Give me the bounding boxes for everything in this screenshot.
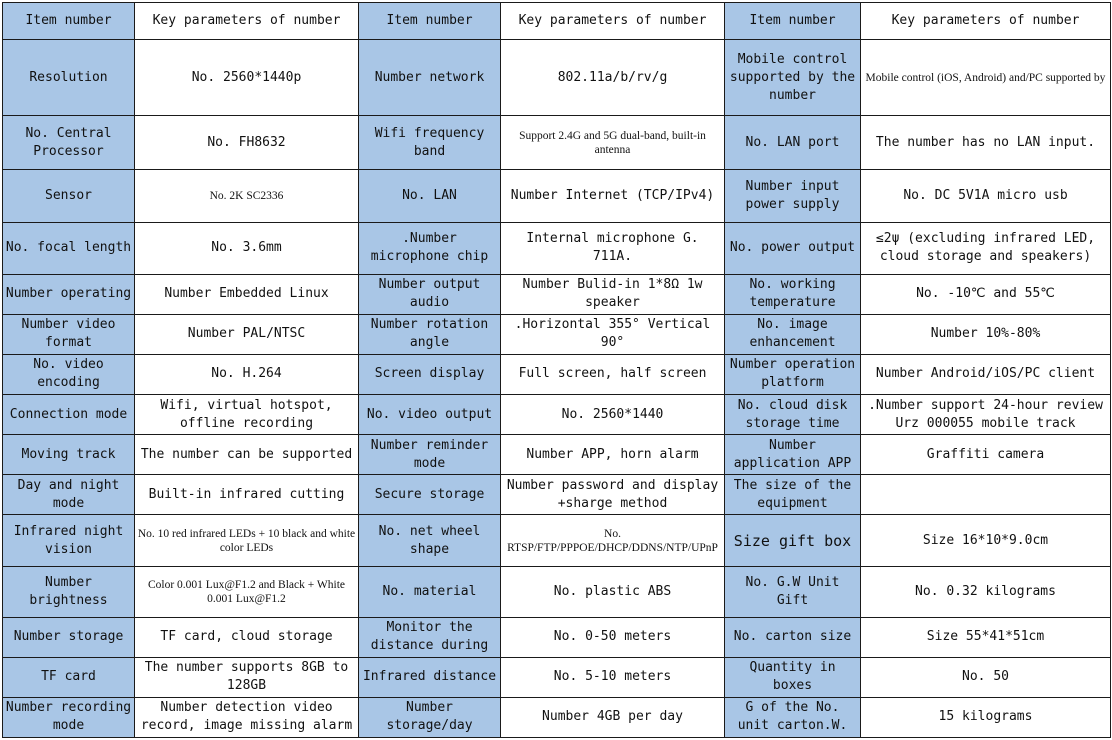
param-value: Internal microphone G. 711A. [501, 222, 725, 274]
item-label: Number operation platform [725, 354, 861, 394]
item-label: .Number microphone chip [359, 222, 501, 274]
param-value: Number password and display +sharge method [501, 475, 725, 515]
item-label: Infrared distance [359, 657, 501, 697]
param-value: No. 5-10 meters [501, 657, 725, 697]
param-value: Color 0.001 Lux@F1.2 and Black + White 0.001 Lux@F1.2 [135, 567, 359, 617]
item-label: Number network [359, 40, 501, 116]
param-value: The number supports 8GB to 128GB [135, 657, 359, 697]
header-key-parameters: Key parameters of number [861, 3, 1111, 40]
param-value: TF card, cloud storage [135, 617, 359, 657]
item-label: No. LAN [359, 170, 501, 222]
item-label: Moving track [3, 435, 135, 475]
param-value: Number detection video record, image missing alarm [135, 697, 359, 737]
param-value: No. 2560*1440 [501, 395, 725, 435]
item-label: Quantity in boxes [725, 657, 861, 697]
param-value: Number PAL/NTSC [135, 314, 359, 354]
param-value: No. 2K SC2336 [135, 170, 359, 222]
item-label: No. image enhancement [725, 314, 861, 354]
item-label: Number reminder mode [359, 435, 501, 475]
item-label: Sensor [3, 170, 135, 222]
item-label: TF card [3, 657, 135, 697]
param-value: .Horizontal 355° Vertical 90° [501, 314, 725, 354]
item-label: No. power output [725, 222, 861, 274]
table-row [3, 314, 1111, 354]
item-label: Number rotation angle [359, 314, 501, 354]
table-row [3, 170, 1111, 222]
param-value: Number Internet (TCP/IPv4) [501, 170, 725, 222]
param-value: Support 2.4G and 5G dual-band, built-in antenna [501, 116, 725, 170]
param-value: ≤2ψ (excluding infrared LED, cloud storage and speakers) [861, 222, 1111, 274]
table-row [3, 617, 1111, 657]
table-row [3, 40, 1111, 116]
param-value [861, 475, 1111, 515]
param-value: Built-in infrared cutting [135, 475, 359, 515]
item-label: No. LAN port [725, 116, 861, 170]
header-item-number: Item number [359, 3, 501, 40]
param-value: No. DC 5V1A micro usb [861, 170, 1111, 222]
item-label: No. focal length [3, 222, 135, 274]
item-label: No. cloud disk storage time [725, 395, 861, 435]
item-label: Monitor the distance during [359, 617, 501, 657]
param-value: The number can be supported [135, 435, 359, 475]
item-label: The size of the equipment [725, 475, 861, 515]
item-label: No. carton size [725, 617, 861, 657]
item-label: Size gift box [725, 515, 861, 567]
item-label: Number input power supply [725, 170, 861, 222]
param-value: No. 10 red infrared LEDs + 10 black and white color LEDs [135, 515, 359, 567]
table-row [3, 515, 1111, 567]
item-label: No. G.W Unit Gift [725, 567, 861, 617]
param-value: No. RTSP/FTP/PPPOE/DHCP/DDNS/NTP/UPnP [501, 515, 725, 567]
item-label: Number storage [3, 617, 135, 657]
item-label: Day and night mode [3, 475, 135, 515]
table-row [3, 697, 1111, 737]
item-label: Mobile control supported by the number [725, 40, 861, 116]
item-label: No. video output [359, 395, 501, 435]
header-item-number: Item number [3, 3, 135, 40]
item-label: Number brightness [3, 567, 135, 617]
header-item-number: Item number [725, 3, 861, 40]
item-label: No. working temperature [725, 274, 861, 314]
param-value: No. plastic ABS [501, 567, 725, 617]
table-row [3, 274, 1111, 314]
header-key-parameters: Key parameters of number [501, 3, 725, 40]
param-value: Number APP, horn alarm [501, 435, 725, 475]
param-value: Size 16*10*9.0cm [861, 515, 1111, 567]
param-value: Number Embedded Linux [135, 274, 359, 314]
param-value: Graffiti camera [861, 435, 1111, 475]
param-value: The number has no LAN input. [861, 116, 1111, 170]
item-label: Connection mode [3, 395, 135, 435]
item-label: No. Central Processor [3, 116, 135, 170]
param-value: Mobile control (iOS, Android) and/PC supported by [861, 40, 1111, 116]
item-label: Number output audio [359, 274, 501, 314]
item-label: Secure storage [359, 475, 501, 515]
param-value: Number 4GB per day [501, 697, 725, 737]
param-value: No. FH8632 [135, 116, 359, 170]
item-label: Number operating [3, 274, 135, 314]
param-value: No. H.264 [135, 354, 359, 394]
table-row [3, 475, 1111, 515]
param-value: Size 55*41*51cm [861, 617, 1111, 657]
param-value: No. 50 [861, 657, 1111, 697]
param-value: 15 kilograms [861, 697, 1111, 737]
item-label: Number application APP [725, 435, 861, 475]
table-row [3, 435, 1111, 475]
item-label: G of the No. unit carton.W. [725, 697, 861, 737]
table-row [3, 657, 1111, 697]
table-row [3, 567, 1111, 617]
param-value: Wifi, virtual hotspot, offline recording [135, 395, 359, 435]
item-label: Screen display [359, 354, 501, 394]
param-value: Full screen, half screen [501, 354, 725, 394]
param-value: Number Bulid-in 1*8Ω 1w speaker [501, 274, 725, 314]
param-value: No. 0-50 meters [501, 617, 725, 657]
item-label: Resolution [3, 40, 135, 116]
table-row [3, 222, 1111, 274]
item-label: Number video format [3, 314, 135, 354]
item-label: No. video encoding [3, 354, 135, 394]
table-row [3, 354, 1111, 394]
item-label: Number recording mode [3, 697, 135, 737]
item-label: Number storage/day [359, 697, 501, 737]
item-label: No. material [359, 567, 501, 617]
param-value: Number Android/iOS/PC client [861, 354, 1111, 394]
item-label: No. net wheel shape [359, 515, 501, 567]
param-value: No. 0.32 kilograms [861, 567, 1111, 617]
param-value: 802.11a/b/rv/g [501, 40, 725, 116]
param-value: No. 2560*1440p [135, 40, 359, 116]
header-key-parameters: Key parameters of number [135, 3, 359, 40]
param-value: .Number support 24-hour review Urz 000055 mobile track [861, 395, 1111, 435]
item-label: Infrared night vision [3, 515, 135, 567]
table-row [3, 116, 1111, 170]
spec-table [2, 2, 1111, 738]
table-row [3, 395, 1111, 435]
item-label: Wifi frequency band [359, 116, 501, 170]
param-value: No. 3.6mm [135, 222, 359, 274]
param-value: No. -10℃ and 55℃ [861, 274, 1111, 314]
param-value: Number 10%-80% [861, 314, 1111, 354]
table-header-row [3, 3, 1111, 40]
